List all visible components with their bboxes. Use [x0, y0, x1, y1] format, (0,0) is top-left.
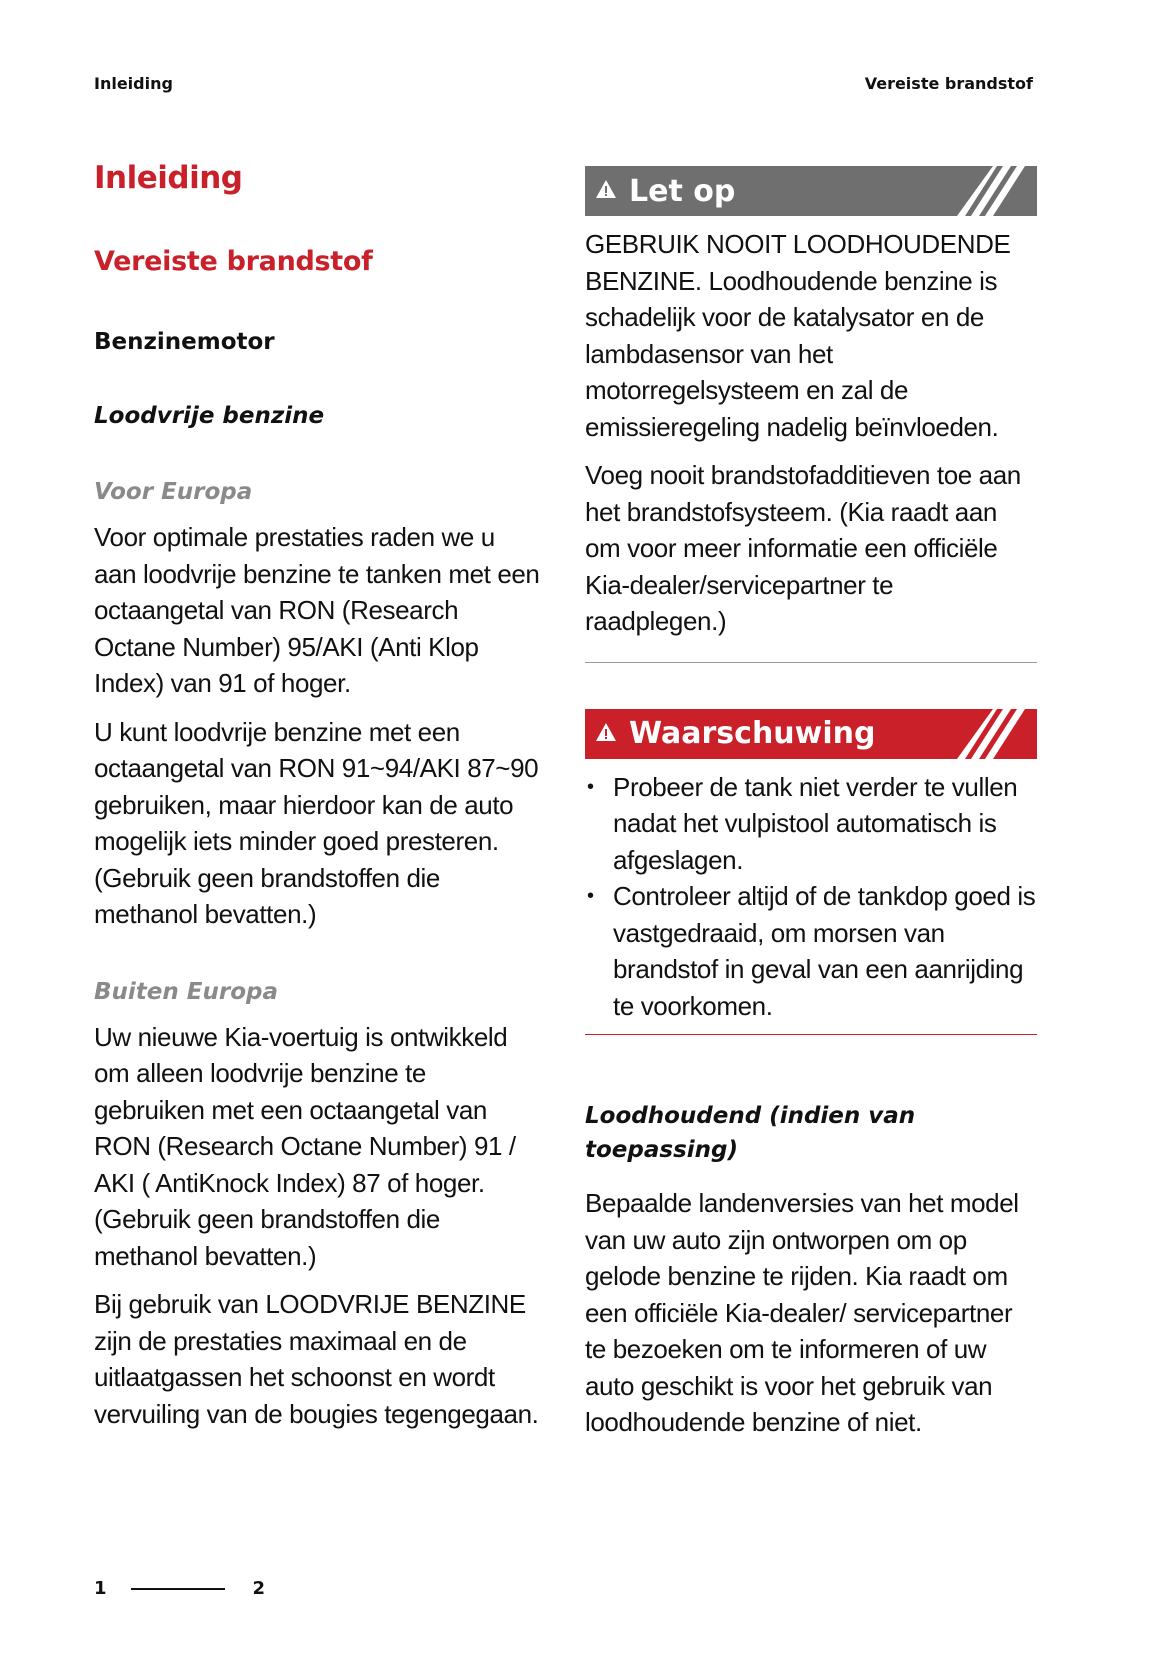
header-stripes	[957, 166, 1037, 216]
right-column	[585, 166, 1037, 1453]
europe-heading: Voor Europa	[94, 479, 253, 505]
leaded-paragraph: Bepaalde landenversies van het model van uw auto zijn ontworpen om op gelode benzine te rijden. Kia raadt om een officiële Kia-dealer/ servicepartner te bezoeken om te informeren of uw auto geschikt is voor het gebruik van loodhoudende benzine of niet.	[585, 1188, 1019, 1437]
warning-triangle-icon	[595, 720, 617, 748]
warning-title: Waarschuwing	[629, 716, 876, 751]
caution-paragraph: GEBRUIK NOOIT LOODHOUDENDE BENZINE. Loodhoudende benzine is schadelijk voor de katalysator en de lambdasensor van het motorregelsysteem en zal de emissieregeling nadelig beïnvloeden.	[585, 229, 1011, 442]
chapter-number: 1	[94, 1578, 107, 1599]
outside-europe-heading: Buiten Europa	[94, 978, 278, 1005]
fuel-heading: Loodvrije benzine	[94, 403, 325, 429]
warning-divider	[585, 1034, 1037, 1035]
footer-line	[131, 1588, 225, 1590]
caution-body	[585, 216, 1037, 662]
warning-bullet: • Probeer de tank niet verder te vullen nadat het vulpistool automatisch is afgeslagen.	[585, 769, 1037, 879]
warning-bullet: • Controleer altijd of de tankdop goed is vastgedraaid, om morsen van brandstof in geval van een aanrijding te voorkomen.	[585, 878, 1037, 1024]
europe-paragraph: U kunt loodvrije benzine met een octaangetal van RON 91~94/AKI 87~90 gebruiken, maar hierdoor kan de auto mogelijk iets minder goed presteren. (Gebruik geen brandstoffen die methanol bevatten.)	[94, 716, 539, 929]
engine-heading: Benzinemotor	[94, 329, 275, 355]
caution-title: Let op	[629, 173, 736, 209]
outside-europe-paragraph: Uw nieuwe Kia-voertuig is ontwikkeld om alleen loodvrije benzine te gebruiken met een octaangetal van RON (Research Octane Number) 91 / AKI ( AntiKnock Index) 87 of hoger. (Gebruik geen brandstoffen die methanol bevatten.)	[94, 1021, 516, 1271]
left-column	[94, 160, 540, 1444]
leaded-heading: Loodhoudend (indien van toepassing)	[585, 1103, 916, 1163]
europe-paragraph: Voor optimale prestaties raden we u aan loodvrije benzine te tanken met een octaangetal van RON (Research Octane Number) 95/AKI (Anti Klop Index) van 91 of hoger.	[94, 522, 540, 698]
caution-box-header	[585, 166, 1037, 216]
running-header-left: Inleiding	[94, 74, 173, 93]
page-footer	[94, 1578, 265, 1599]
outside-europe-paragraph: Bij gebruik van LOODVRIJE BENZINE zijn de prestaties maximaal en de uitlaatgassen het schoonst en wordt vervuiling van de bougies tegengegaan.	[94, 1289, 539, 1429]
warning-box-header	[585, 709, 1037, 759]
running-header-right: Vereiste brandstof	[864, 74, 1033, 93]
warning-triangle-icon	[595, 177, 617, 205]
header-stripes	[957, 709, 1037, 759]
section-title: Inleiding	[94, 160, 243, 196]
page-number: 2	[252, 1578, 266, 1599]
warning-body	[585, 759, 1037, 1035]
caution-paragraph: Voeg nooit brandstofadditieven toe aan het brandstofsysteem. (Kia raadt aan om voor meer informatie een officiële Kia-dealer/servicepartner te raadplegen.)	[585, 460, 1021, 636]
subsection-title: Vereiste brandstof	[94, 246, 373, 277]
